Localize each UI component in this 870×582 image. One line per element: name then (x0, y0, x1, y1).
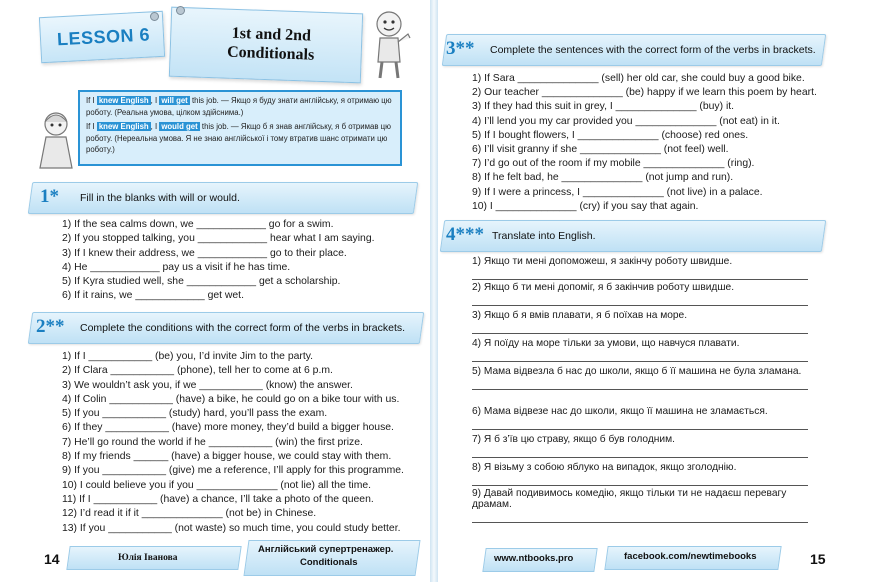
list-item: 4) He ____________ pay us a visit if he has time. (62, 261, 291, 273)
list-item: 6) I’ll visit granny if she ______________ (not feel) well. (472, 144, 729, 156)
exercise-3-number: 3** (446, 38, 475, 59)
list-item: 12) I’d read it if it ______________ (not be) in Chinese. (62, 508, 317, 520)
list-item: 1) If the sea calms down, we ____________ go for a swim. (62, 219, 334, 230)
answer-line (472, 447, 808, 458)
exercise-2-number: 2** (36, 316, 65, 337)
answer-line (472, 379, 808, 390)
list-item: 9) If you ___________ (give) me a reference, I’ll apply for this programme. (62, 465, 404, 477)
list-item: 2) Our teacher ______________ (be) happy if we learn this poem by heart. (472, 87, 817, 99)
translate-sentence: 2) Якщо б ти мені допоміг, я б закінчив роботу швидше. (472, 282, 735, 293)
exercise-1-number: 1* (40, 186, 59, 207)
lesson-title-box (169, 7, 363, 84)
list-item: 5) If you ___________ (study) hard, you’ll pass the exam. (62, 408, 328, 420)
lesson-label-box (39, 11, 165, 63)
list-item: 1) If Sara ______________ (sell) her old car, she could buy a good bike. (472, 73, 805, 84)
list-item: 6) If it rains, we ____________ get wet. (62, 290, 244, 302)
list-item (472, 434, 808, 462)
list-item (472, 488, 808, 528)
thumbs-up-figure-icon (364, 8, 414, 80)
list-item (472, 338, 808, 366)
girl-figure-icon (34, 110, 78, 176)
list-item: 4) I’ll lend you my car provided you ______________ (not eat) in it. (472, 115, 780, 127)
translate-sentence: 7) Я б з’їв цю страву, якщо б був голодним. (472, 434, 675, 445)
list-item: 11) If I ___________ (have) a chance, I’ll take a photo of the queen. (62, 493, 374, 505)
rule-highlight: would get (161, 122, 198, 131)
list-item: 10) I could believe you if you ______________ (not lie) all the time. (62, 479, 372, 491)
answer-line (472, 295, 808, 306)
list-item: 5) If I bought flowers, I ______________ (choose) red ones. (472, 129, 749, 141)
rule-first-conditional (86, 95, 394, 118)
rule-text: , I (150, 122, 160, 131)
lesson-label: LESSON 6 (56, 24, 151, 50)
exercise-1-instruction: Fill in the blanks with will or would. (80, 192, 240, 204)
footer-facebook-link[interactable]: facebook.com/newtimebooks (624, 551, 757, 562)
rule-text: If I (86, 96, 97, 105)
list-item (472, 366, 808, 406)
left-page (0, 0, 430, 582)
list-item: 13) If you ___________ (not waste) so much time, you could study better. (62, 522, 401, 534)
list-item: 5) If Kyra studied well, she ____________ get a scholarship. (62, 276, 341, 288)
footer-website-link[interactable]: www.ntbooks.pro (494, 553, 574, 564)
list-item: 9) If I were a princess, I ______________ (not live) in a palace. (472, 186, 763, 198)
list-item: 8) If my friends ______ (have) a bigger house, we could stay with them. (62, 451, 392, 463)
exercise-4-number: 4*** (446, 224, 484, 245)
footer-book-title-line1: Англійський супертренажер. (258, 544, 394, 555)
answer-line (472, 512, 808, 523)
rule-text: If I (86, 122, 97, 131)
footer-author: Юлія Іванова (118, 553, 178, 563)
list-item: 2) If Clara ___________ (phone), tell her to come at 6 p.m. (62, 365, 333, 377)
translate-sentence: 3) Якщо б я вмів плавати, я б поїхав на море. (472, 310, 688, 321)
list-item: 8) If he felt bad, he ______________ (not jump and run). (472, 172, 734, 184)
answer-line (472, 419, 808, 430)
list-item: 4) If Colin ___________ (have) a bike, he could go on a bike tour with us. (62, 393, 400, 405)
list-item: 7) He’ll go round the world if he ___________ (win) the first prize. (62, 436, 363, 448)
footer-book-title-line2: Conditionals (300, 557, 358, 568)
exercise-2-instruction: Complete the conditions with the correct form of the verbs in brackets. (80, 322, 406, 334)
list-item: 7) I’d go out of the room if my mobile ______________ (ring). (472, 158, 755, 170)
list-item (472, 406, 808, 434)
translate-sentence: 8) Я візьму з собою яблуко на випадок, якщо зголоднію. (472, 462, 737, 473)
list-item (472, 282, 808, 310)
page-number-right: 15 (810, 551, 826, 567)
list-item: 6) If they ___________ (have) more money, they’d build a bigger house. (62, 422, 394, 434)
list-item: 3) If they had this suit in grey, I ______________ (buy) it. (472, 101, 735, 113)
exercise-1-list (62, 218, 375, 304)
exercise-4-instruction: Translate into English. (492, 230, 596, 242)
exercise-3-instruction: Complete the sentences with the correct form of the verbs in brackets. (490, 44, 816, 56)
translate-sentence: 1) Якщо ти мені допоможеш, я закінчу роботу швидше. (472, 256, 733, 267)
list-item: 3) We wouldn’t ask you, if we ___________ (know) the answer. (62, 379, 353, 391)
translate-sentence: 5) Мама відвезла б нас до школи, якщо б її машина не була зламана. (472, 366, 802, 377)
lesson-title-line1: 1st and 2nd (231, 24, 312, 45)
list-item: 10) I ______________ (cry) if you say that again. (472, 200, 699, 212)
list-item (472, 462, 808, 488)
answer-line (472, 475, 808, 486)
list-item: 1) If I ___________ (be) you, I’d invite Jim to the party. (62, 351, 314, 362)
exercise-2-list (62, 350, 404, 536)
rule-second-conditional (86, 121, 394, 156)
list-item (472, 256, 808, 282)
rule-box (78, 90, 402, 166)
answer-line (472, 351, 808, 362)
right-page (438, 0, 870, 582)
rule-highlight: will get (161, 96, 188, 105)
lesson-title-line2: Conditionals (226, 43, 315, 64)
lesson-title (190, 22, 351, 66)
rule-text: this job. — Якщо я буду знати англійську, я отримаю цю роботу. (Реальна умова, цілком здійснима.) (86, 96, 392, 117)
translate-sentence: 4) Я поїду на море тільки за умови, що навчуся плавати. (472, 338, 740, 349)
translate-sentence: 9) Давай подивимось комедію, якщо тільки ти не надаєш перевагу драмам. (472, 488, 787, 510)
list-item (472, 310, 808, 338)
rule-highlight: knew English (98, 96, 149, 105)
rule-highlight: knew English (98, 122, 149, 131)
rule-text: this job. — Якщо б я знав англійську, я б отримав цю роботу. (Нереальна умова. Я не знаю англійської і тому втратив шанс отримати цю роботу.) (86, 122, 391, 154)
exercise-3-list (472, 72, 817, 214)
list-item: 3) If I knew their address, we ____________ go to their place. (62, 247, 347, 259)
pushpin-icon (150, 12, 159, 21)
pushpin-icon (176, 6, 185, 15)
rule-text: , I (150, 96, 160, 105)
answer-line (472, 269, 808, 280)
answer-line (472, 323, 808, 334)
page-number-left: 14 (44, 551, 60, 567)
list-item: 2) If you stopped talking, you ____________ hear what I am saying. (62, 233, 375, 245)
book-gutter (430, 0, 438, 582)
translate-sentence: 6) Мама відвезе нас до школи, якщо її машина не зламається. (472, 406, 768, 417)
exercise-4-list (472, 256, 808, 528)
